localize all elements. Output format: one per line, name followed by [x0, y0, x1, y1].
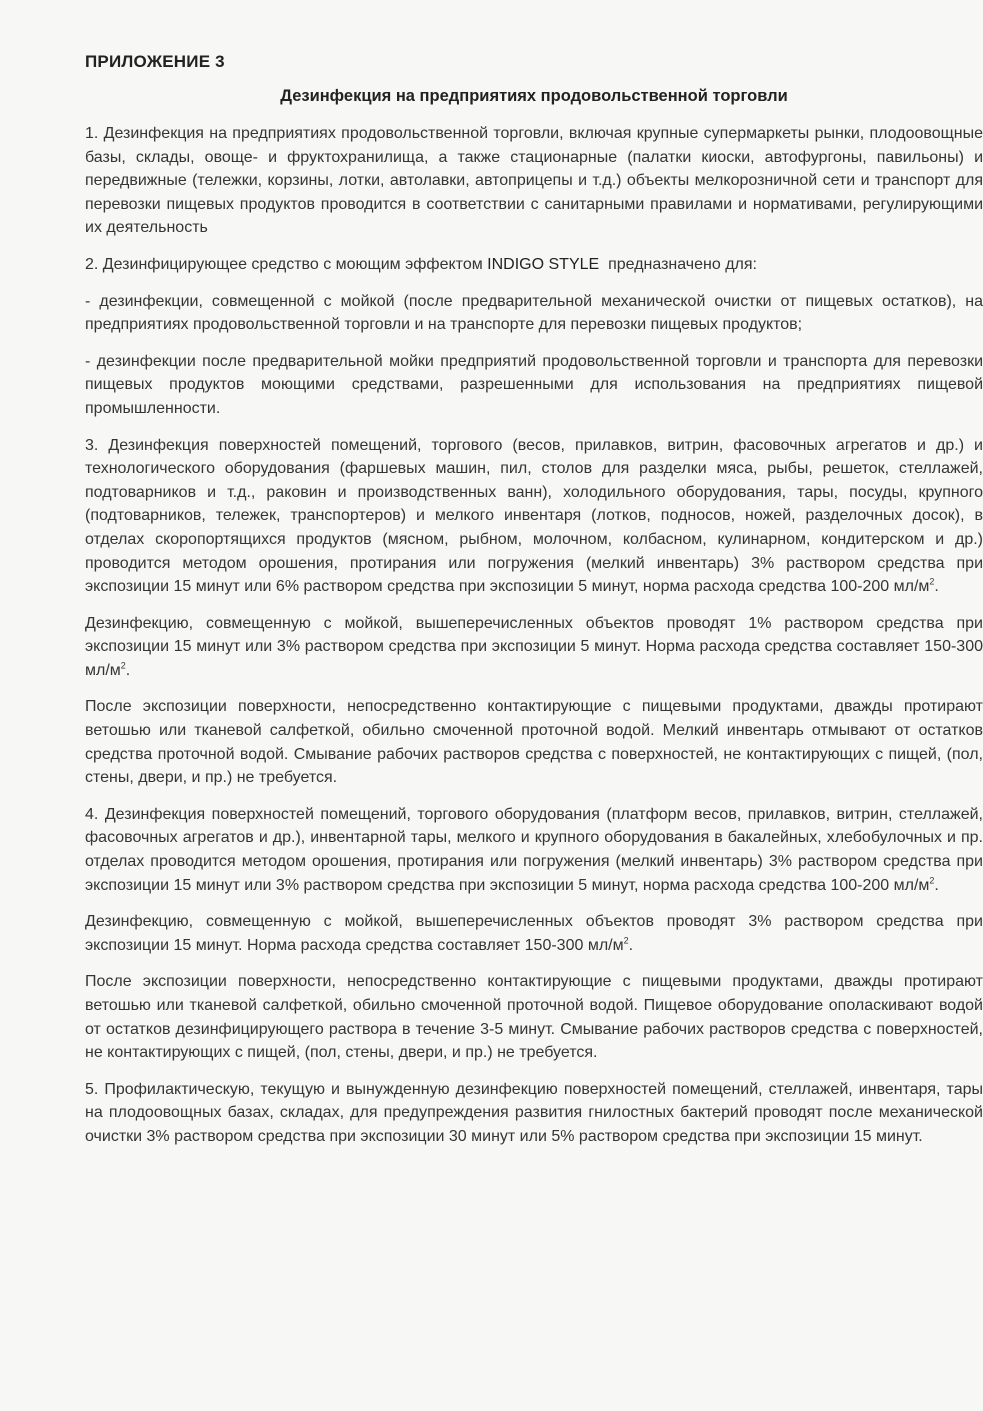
paragraph-11: [85, 1078, 983, 1149]
paragraph-5-text: 3. Дезинфекция поверхностей помещений, торгового (весов, прилавков, витрин, фасовочных агрегатов и др.) и технологического оборудования (фаршевых машин, пил, столов для разделки мяса, рыбы, решеток, стеллажей, подтоварников и т.д., раковин и производственных ванн), холодильного оборудования, тары, посуды, крупного (подтоварников, тележек, транспортеров) и мелкого инвентаря (лотков, подносов, ножей, разделочных досок), в отделах скоропортящихся продуктов (мясном, рыбном, молочном, колбасном, кулинарном, кондитерском и др.) проводится методом орошения, протирания или погружения (мелкий инвентарь) 3% раствором средства при экспозиции 15 минут или 6% раствором средства при экспозиции 5 минут, норма расхода средства 100-200 мл/м: [85, 436, 983, 596]
paragraph-10: [85, 970, 983, 1064]
paragraph-2-after: предназначено для:: [599, 255, 757, 273]
paragraph-11-text: 5. Профилактическую, текущую и вынужденную дезинфекцию поверхностей помещений, стеллажей, инвентаря, тары на плодоовощных базах, складах, для предупреждения развития гнилостных бактерий проводят после механической очистки 3% раствором средства при экспозиции 30 минут или 5% раствором средства при экспозиции 15 минут.: [85, 1080, 983, 1145]
paragraph-1: [85, 122, 983, 240]
paragraph-10-text: После экспозиции поверхности, непосредственно контактирующие с пищевыми продуктами, дважды протирают ветошью или тканевой салфеткой, обильно смоченной проточной водой. Пищевое оборудование ополаскивают водой от остатков дезинфицирующего раствора в течение 3-5 минут. Смывание рабочих растворов средства с поверхностей, не контактирующих с пищей, (пол, стены, двери, и пр.) не требуется.: [85, 973, 983, 1062]
paragraph-1-text: 1. Дезинфекция на предприятиях продовольственной торговли, включая крупные супермаркеты рынки, плодоовощные базы, склады, овоще- и фруктохранилища, а также стационарные (палатки киоски, автофургоны, павильоны) и передвижные (тележки, корзины, лотки, автолавки, автоприцепы и т.д.) объекты мелкорозничной сети и транспорт для перевозки пищевых продуктов проводится в соответствии с санитарными правилами и нормативами, регулирующими их деятельность: [85, 125, 983, 237]
paragraph-5: [85, 434, 983, 599]
paragraph-6-tail: .: [125, 661, 131, 679]
paragraph-8-tail: .: [934, 876, 939, 894]
paragraph-6-text: Дезинфекцию, совмещенную с мойкой, вышеперечисленных объектов проводят 1% раствором средства при экспозиции 15 минут или 3% раствором средства при экспозиции 5 минут. Норма расхода средства составляет 150-300 мл/м: [85, 614, 983, 679]
paragraph-5-tail: .: [934, 578, 939, 596]
paragraph-8-text: 4. Дезинфекция поверхностей помещений, торгового оборудования (платформ весов, прилавков, витрин, стеллажей, фасовочных агрегатов и др.), инвентарной тары, мелкого и крупного оборудования в бакалейных, хлебобулочных и пр. отделах проводится методом орошения, протирания или погружения (мелкий инвентарь) 3% раствором средства при экспозиции 15 минут или 3% раствором средства при экспозиции 5 минут, норма расхода средства 100-200 мл/м: [85, 805, 983, 894]
appendix-label: ПРИЛОЖЕНИЕ 3: [85, 52, 225, 71]
paragraph-4-text: - дезинфекции после предварительной мойки предприятий продовольственной торговли и транспорта для перевозки пищевых продуктов моющими средствами, разрешенными для использования на предприятиях пищевой промышленности.: [85, 352, 983, 417]
unit-exponent: 2: [623, 935, 629, 946]
paragraph-8: [85, 803, 983, 897]
paragraph-9-tail: .: [628, 936, 634, 954]
paragraph-7-text: После экспозиции поверхности, непосредственно контактирующие с пищевыми продуктами, дважды протирают ветошью или тканевой салфеткой, обильно смоченной проточной водой. Мелкий инвентарь отмывают от остатков средства проточной водой. Смывание рабочих растворов средства с поверхностей, не контактирующих с пищей, (пол, стены, двери, и пр.) не требуется.: [85, 698, 983, 787]
paragraph-6: [85, 612, 983, 683]
document-title: Дезинфекция на предприятиях продовольственной торговли: [280, 87, 788, 105]
paragraph-2-before: 2. Дезинфицирующее средство с моющим эффектом: [85, 255, 488, 273]
paragraph-3: [85, 290, 983, 337]
unit-exponent: 2: [929, 875, 935, 886]
paragraph-3-text: - дезинфекции, совмещенной с мойкой (после предварительной механической очистки от пищевых остатков), на предприятиях продовольственной торговли и на транспорте для перевозки пищевых продуктов;: [85, 292, 983, 334]
paragraph-9: [85, 910, 983, 957]
unit-exponent: 2: [929, 576, 935, 587]
paragraph-2: [85, 253, 983, 277]
paragraph-7: [85, 695, 983, 789]
paragraph-4: [85, 350, 983, 421]
paragraph-9-text: Дезинфекцию, совмещенную с мойкой, вышеперечисленных объектов проводят 3% раствором средства при экспозиции 15 минут. Норма расхода средства составляет 150-300 мл/м: [85, 913, 983, 954]
unit-exponent: 2: [120, 660, 126, 671]
product-brand: INDIGO STYLE: [487, 255, 600, 273]
